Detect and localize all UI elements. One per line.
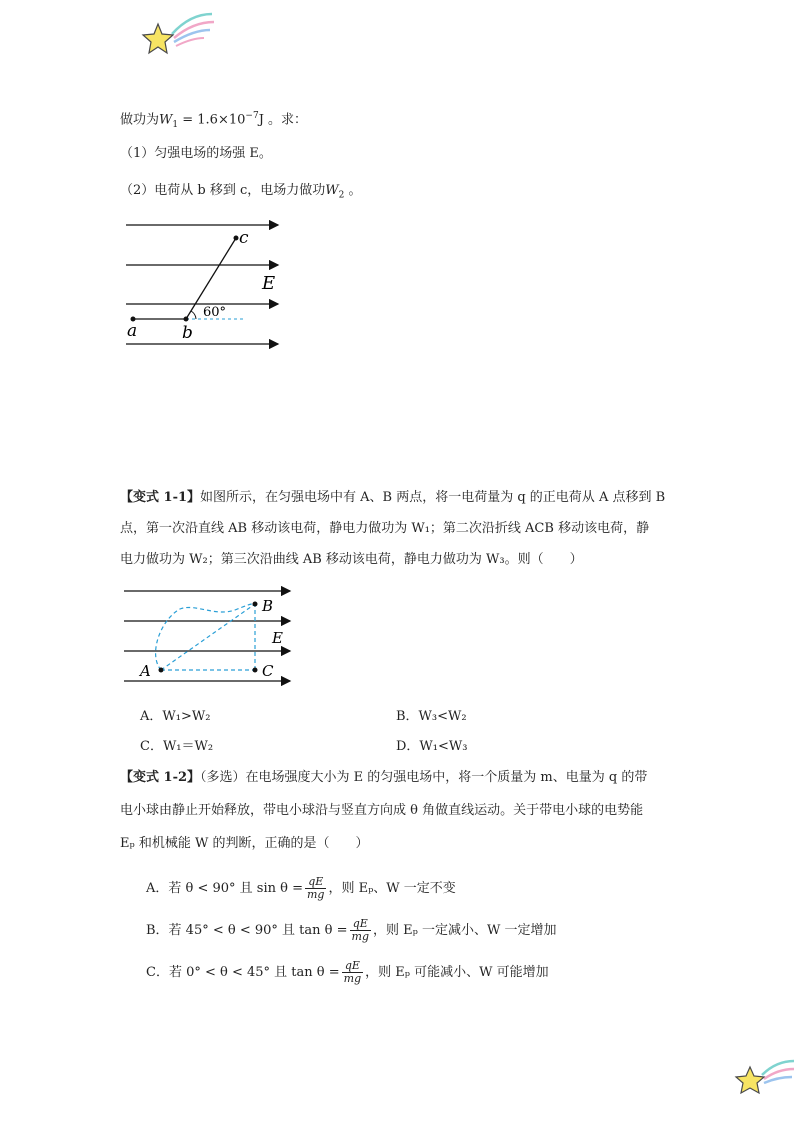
point-c bbox=[234, 236, 239, 241]
label-B: B bbox=[262, 597, 274, 615]
label-b: b bbox=[182, 323, 193, 343]
option-a[interactable]: A．W₁>W₂ bbox=[140, 709, 211, 724]
option-c-2[interactable]: C．若 0° < θ < 45° 且 tan θ = $\frac{qE}{mg}$ ，则 Eₚ 可能减小、W 可能增加 bbox=[146, 959, 549, 985]
shooting-star-icon bbox=[732, 1055, 794, 1100]
sub-question-1: （1）匀强电场的场强 E。 bbox=[120, 146, 272, 161]
label-E: E bbox=[272, 629, 283, 647]
variant-1-2-line-1: 【变式 1-2】（多选）在电场强度大小为 E 的匀强电场中，将一个质量为 m、电量为 q 的带 bbox=[120, 770, 648, 785]
variant-1-1-line-2: 点，第一次沿直线 AB 移动该电荷，静电力做功为 W₁；第二次沿折线 ACB 移动该电荷，静 bbox=[120, 521, 650, 536]
shooting-star-icon bbox=[138, 10, 218, 60]
sub-question-2: （2）电荷从 b 移到 c，电场力做功$W_2$ 。 bbox=[120, 183, 362, 201]
label-c: c bbox=[239, 228, 249, 248]
label-E: E bbox=[262, 273, 276, 294]
label-a: a bbox=[127, 321, 138, 341]
point-C bbox=[253, 668, 258, 673]
angle-arc bbox=[191, 311, 196, 319]
fraction: $\frac{qE}{mg}$ bbox=[351, 917, 369, 943]
point-b bbox=[184, 317, 189, 322]
point-B bbox=[253, 602, 258, 607]
label-C: C bbox=[262, 662, 274, 680]
question-continuation-line: 做功为$W_1 = 1.6\times 10^{-7}J$ 。求： bbox=[120, 111, 308, 130]
option-a-2[interactable]: A．若 θ < 90° 且 sin θ = $\frac{qE}{mg}$ ，则 Eₚ、W 一定不变 bbox=[146, 875, 456, 901]
variant-1-1-line-1: 【变式 1-1】如图所示，在匀强电场中有 A、B 两点，将一电荷量为 q 的正电荷从 A 点移到 B bbox=[120, 490, 666, 505]
field-diagram-1 bbox=[120, 215, 290, 355]
option-d[interactable]: D．W₁<W₃ bbox=[396, 739, 468, 754]
variant-1-2-line-2: 电小球由静止开始释放，带电小球沿与竖直方向成 θ 角做直线运动。关于带电小球的电势能 bbox=[120, 803, 644, 818]
fraction: $\frac{qE}{mg}$ bbox=[307, 875, 325, 901]
fraction: $\frac{qE}{mg}$ bbox=[343, 959, 362, 985]
option-c[interactable]: C．W₁＝W₂ bbox=[140, 739, 214, 754]
field-diagram-2 bbox=[120, 585, 300, 690]
variant-1-1-line-3: 电力做功为 W₂；第三次沿曲线 AB 移动该电荷，静电力做功为 W₃。则（ ） bbox=[120, 552, 583, 567]
point-A bbox=[159, 668, 164, 673]
path-ab-curve bbox=[156, 604, 255, 670]
variant-1-2-line-3: Eₚ 和机械能 W 的判断，正确的是（ ） bbox=[120, 836, 369, 851]
label-A: A bbox=[140, 662, 151, 680]
path-ab-straight bbox=[161, 604, 255, 670]
label-angle: 60° bbox=[203, 305, 227, 320]
option-b-2[interactable]: B．若 45° < θ < 90° 且 tan θ = $\frac{qE}{mg}$ ，则 Eₚ 一定减小、W 一定增加 bbox=[146, 917, 557, 943]
option-b[interactable]: B．W₃<W₂ bbox=[396, 709, 467, 724]
